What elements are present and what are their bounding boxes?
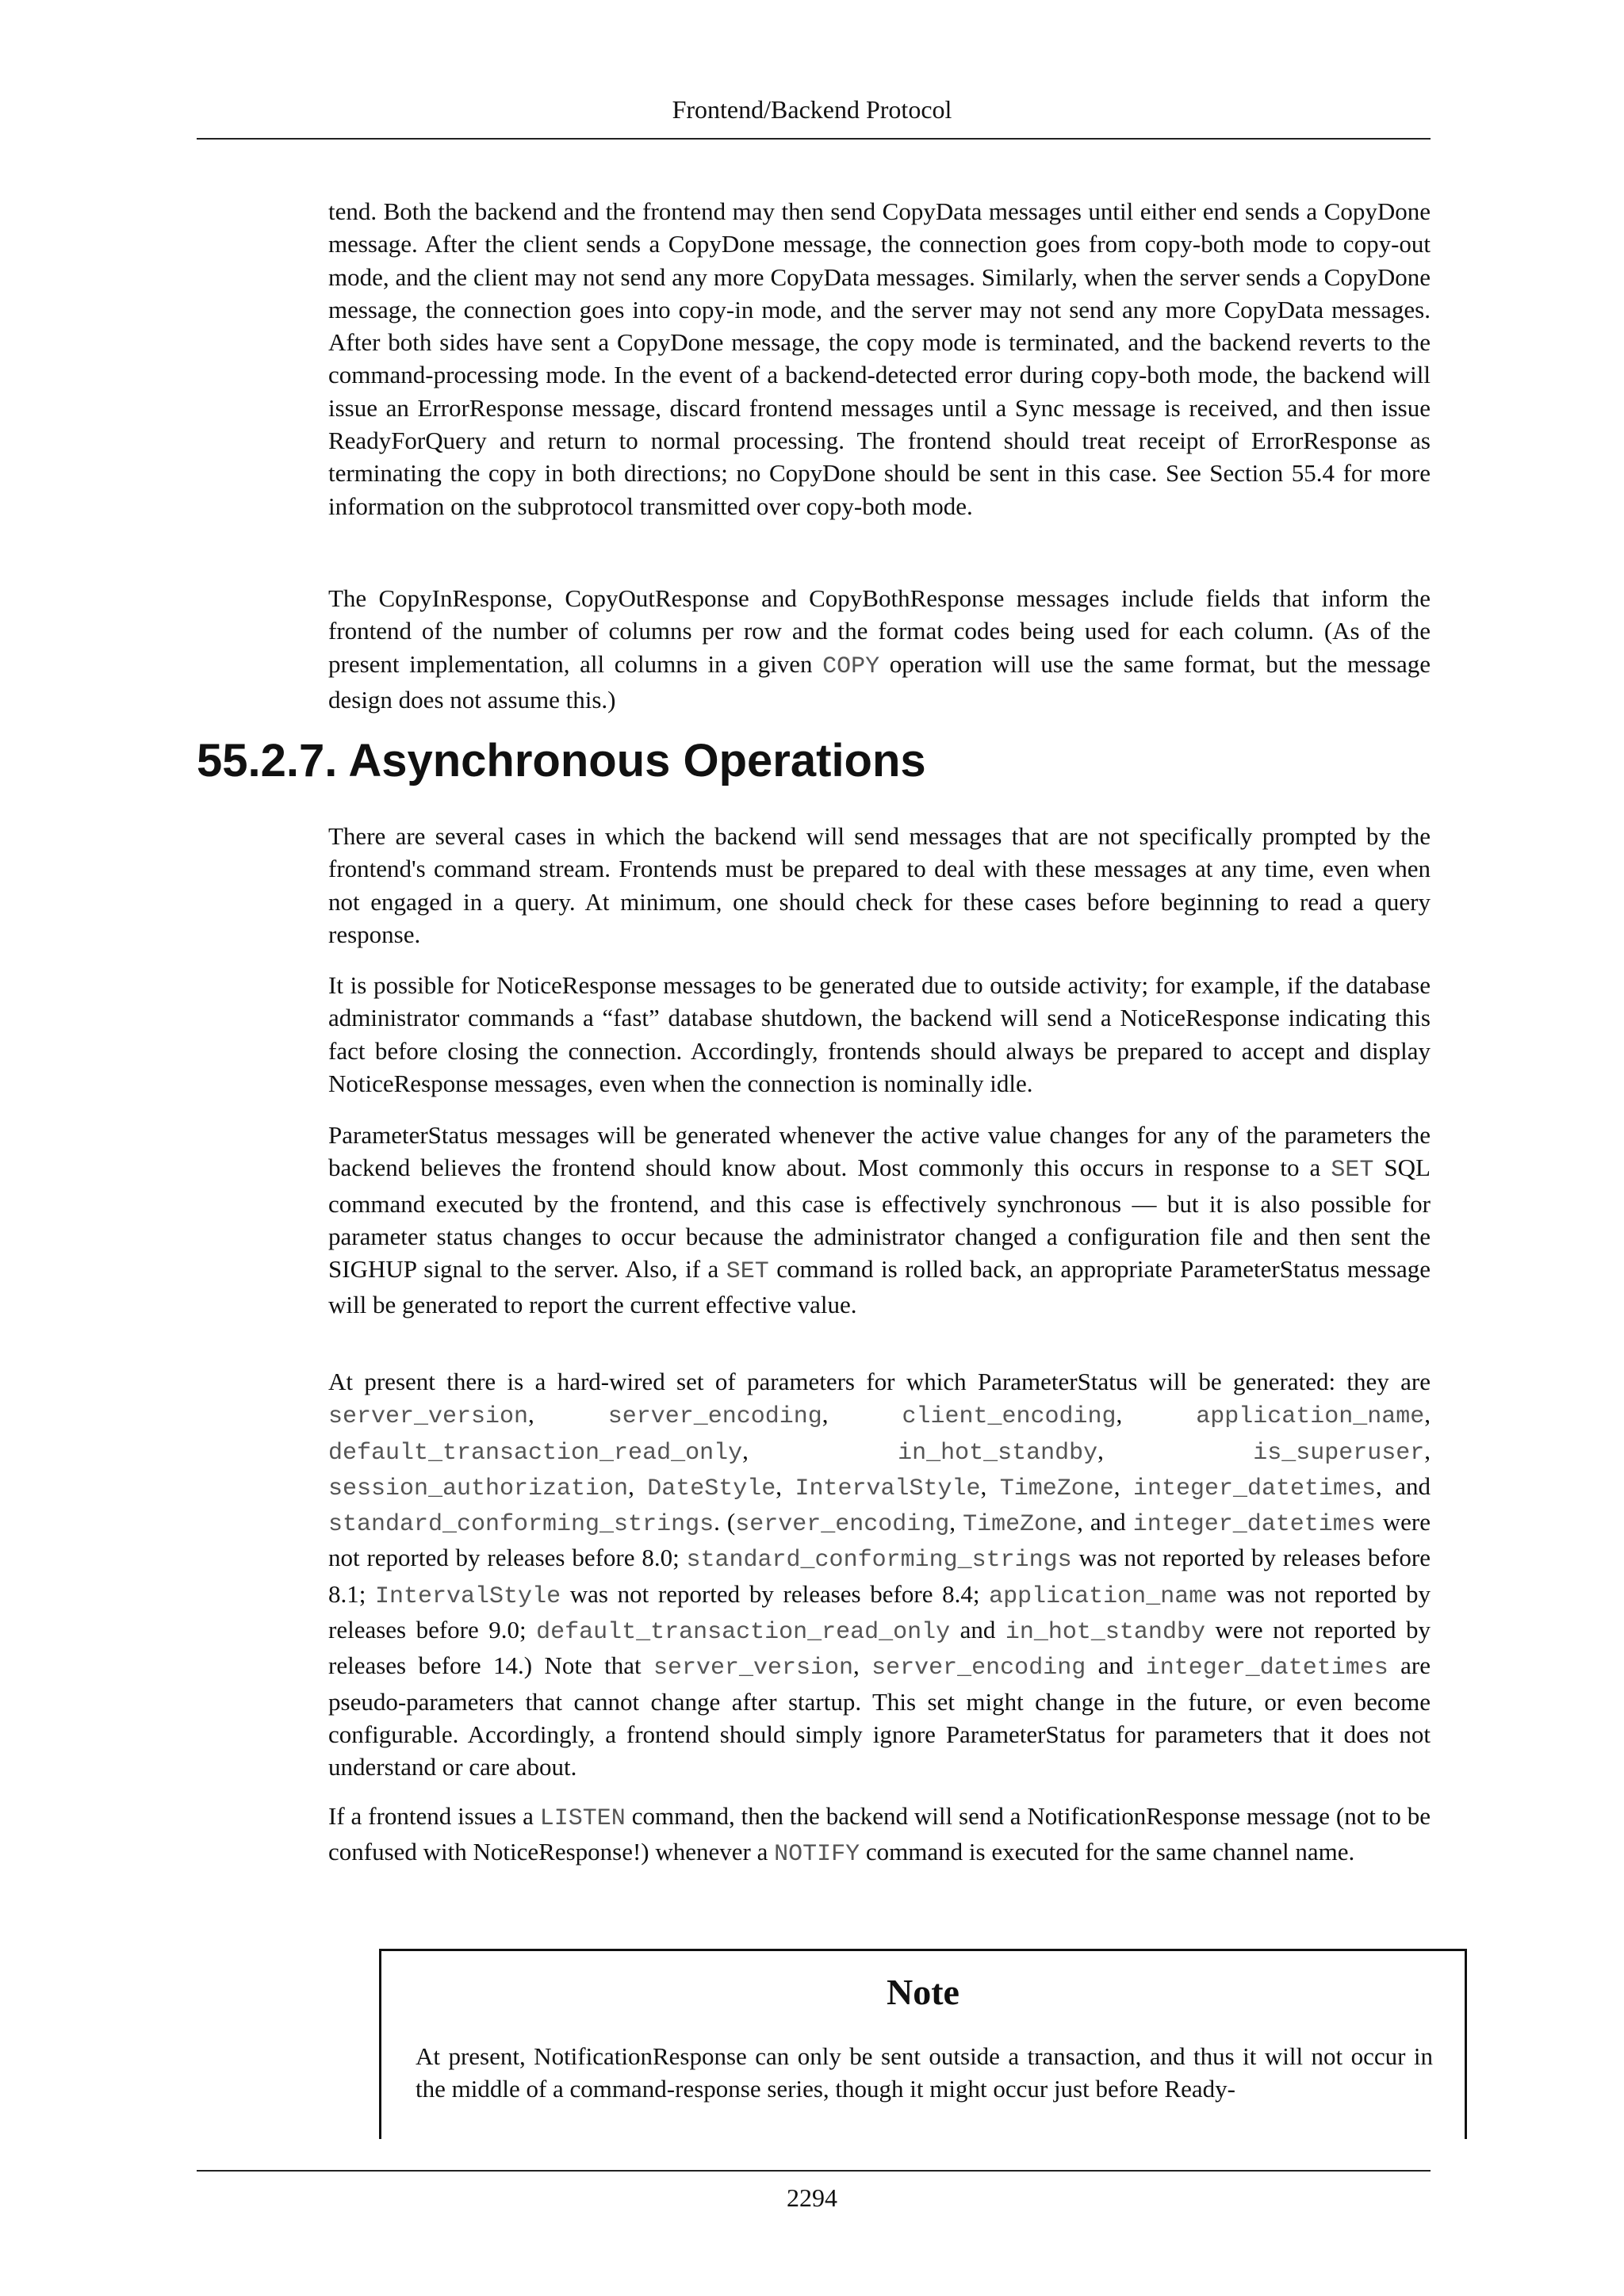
note-box xyxy=(379,1949,1467,2139)
code-literal: integer_datetimes xyxy=(1132,1511,1376,1539)
code-literal: application_name xyxy=(989,1582,1218,1610)
code-literal: server_version xyxy=(653,1655,854,1682)
code-literal: integer_datetimes xyxy=(1132,1475,1377,1502)
code-literal: server_encoding xyxy=(871,1655,1086,1682)
code-literal: LISTEN xyxy=(539,1805,626,1832)
code-literal: application_name xyxy=(1196,1403,1425,1431)
paragraph-notification-response: If a frontend issues a LISTEN command, then the backend will send a NotificationResponse message (not to be confused with NoticeResponse!) whenever a NOTIFY command is executed for the same channel name. xyxy=(328,1802,1431,1869)
paragraph-parameter-status: ParameterStatus messages will be generated whenever the active value changes for any of the parameters the backend believes the frontend should know about. Most commonly this occurs in response to a SET SQL command executed by the frontend, and this case is effectively synchronous — but it is also possible for parameter status changes to occur because the administrator changed a configuration file and then sent the SIGHUP signal to the server. Also, if a SET command is rolled back, an appropriate ParameterStatus message will be generated to report the current effective value. xyxy=(328,1121,1431,1319)
code-literal: TimeZone xyxy=(999,1475,1114,1502)
code-literal: server_version xyxy=(328,1403,529,1431)
code-literal: client_encoding xyxy=(902,1403,1116,1431)
code-literal: SET xyxy=(726,1258,769,1286)
async-p5-block xyxy=(328,1800,1431,1872)
code-literal: default_transaction_read_only xyxy=(328,1439,743,1467)
page-number: 2294 xyxy=(787,2183,837,2212)
async-p1-block xyxy=(328,820,1431,951)
code-literal: standard_conforming_strings xyxy=(686,1547,1072,1575)
code-literal: default_transaction_read_only xyxy=(536,1619,951,1647)
running-header: Frontend/Backend Protocol xyxy=(672,95,952,124)
header-rule xyxy=(197,138,1431,140)
code-literal: TimeZone xyxy=(963,1511,1078,1539)
code-literal: NOTIFY xyxy=(774,1841,860,1869)
section-heading: 55.2.7. Asynchronous Operations xyxy=(197,735,926,786)
paragraph-copy-response-messages: The CopyInResponse, CopyOutResponse and CopyBothResponse messages include fields that inform the frontend of the number of columns per row and the format codes being used for each column. (As of the present implementation, all columns in a given COPY operation will use the same format, but the message design does not assume this.) xyxy=(328,584,1431,714)
code-literal: in_hot_standby xyxy=(898,1439,1098,1467)
paragraph-copy-both-mode: tend. Both the backend and the frontend may then send CopyData messages until either end sends a CopyDone message. After the client sends a CopyDone message, the connection goes from copy-both mode to copy-out mode, and the client may not send any more CopyData messages. Similarly, when the server sends a CopyDone message, the connection goes into copy-in mode, and the server may not send any more CopyData messages. After both sides have sent a CopyDone message, the copy mode is terminated, and the backend reverts to the command-processing mode. In the event of a backend-detected error during copy-both mode, the backend will issue an ErrorResponse message, discard frontend messages until a Sync message is received, and then issue ReadyForQuery and return to normal processing. The frontend should treat receipt of ErrorResponse as terminating the copy in both directions; no CopyDone should be sent in this case. See Section 55.4 for more information on the subprotocol transmitted over copy-both mode. xyxy=(328,197,1431,520)
code-literal: COPY xyxy=(822,652,880,680)
code-literal: DateStyle xyxy=(647,1475,776,1502)
async-p4-block xyxy=(328,1365,1431,1787)
copy-response-section xyxy=(328,582,1431,716)
code-literal: SET xyxy=(1331,1157,1374,1184)
paragraph-notice-response: It is possible for NoticeResponse messages to be generated due to outside activity; for example, if the database administrator commands a “fast” database shutdown, the backend will send a NoticeResponse indicating this fact before closing the connection. Accordingly, frontends should always be prepared to accept and display NoticeResponse messages, even when the connection is nominally idle. xyxy=(328,971,1431,1097)
note-paragraph: At present, NotificationResponse can only be sent outside a transaction, and thus it will not occur in the middle of a command-response series, though it might occur just before Ready- xyxy=(416,2042,1433,2103)
code-literal: IntervalStyle xyxy=(375,1582,561,1610)
code-literal: server_encoding xyxy=(735,1511,950,1539)
paragraph-unprompted-messages: There are several cases in which the backend will send messages that are not specifically prompted by the frontend's command stream. Frontends must be prepared to deal with these messages at any time, even when not engaged in a query. At minimum, one should check for these cases before beginning to read a query response. xyxy=(328,822,1431,948)
note-title: Note xyxy=(887,1972,959,2012)
async-p2-block xyxy=(328,969,1431,1100)
code-literal: integer_datetimes xyxy=(1145,1655,1388,1682)
code-literal: IntervalStyle xyxy=(795,1475,981,1502)
code-literal: standard_conforming_strings xyxy=(328,1511,714,1539)
paragraph-reported-parameters: At present there is a hard-wired set of parameters for which ParameterStatus will be generated: they are server_version, server_encoding, client_encoding, application_name, default_transaction_read_only, in_hot_standby, is_superuser, session_authorization, DateStyle, IntervalStyle, TimeZone, integer_datetimes, and standard_conforming_strings. (server_encoding, TimeZone, and integer_datetimes were not reported by releases before 8.0; standard_conforming_strings was not reported by releases before 8.1; IntervalStyle was not reported by releases before 8.4; application_name was not reported by releases before 9.0; default_transaction_read_only and in_hot_standby were not reported by releases before 14.) Note that server_version, server_encoding and integer_datetimes are pseudo-parameters that cannot change after startup. This set might change in the future, or even become configurable. Accordingly, a frontend should simply ignore ParameterStatus for parameters that it does not understand or care about. xyxy=(328,1368,1431,1781)
code-literal: is_superuser xyxy=(1253,1439,1425,1467)
code-literal: session_authorization xyxy=(328,1475,629,1502)
footer-rule xyxy=(197,2170,1431,2172)
copy-both-section xyxy=(328,195,1431,522)
note-body xyxy=(416,2040,1433,2106)
async-p3-block xyxy=(328,1119,1431,1322)
code-literal: server_encoding xyxy=(607,1403,822,1431)
code-literal: in_hot_standby xyxy=(1005,1619,1205,1647)
